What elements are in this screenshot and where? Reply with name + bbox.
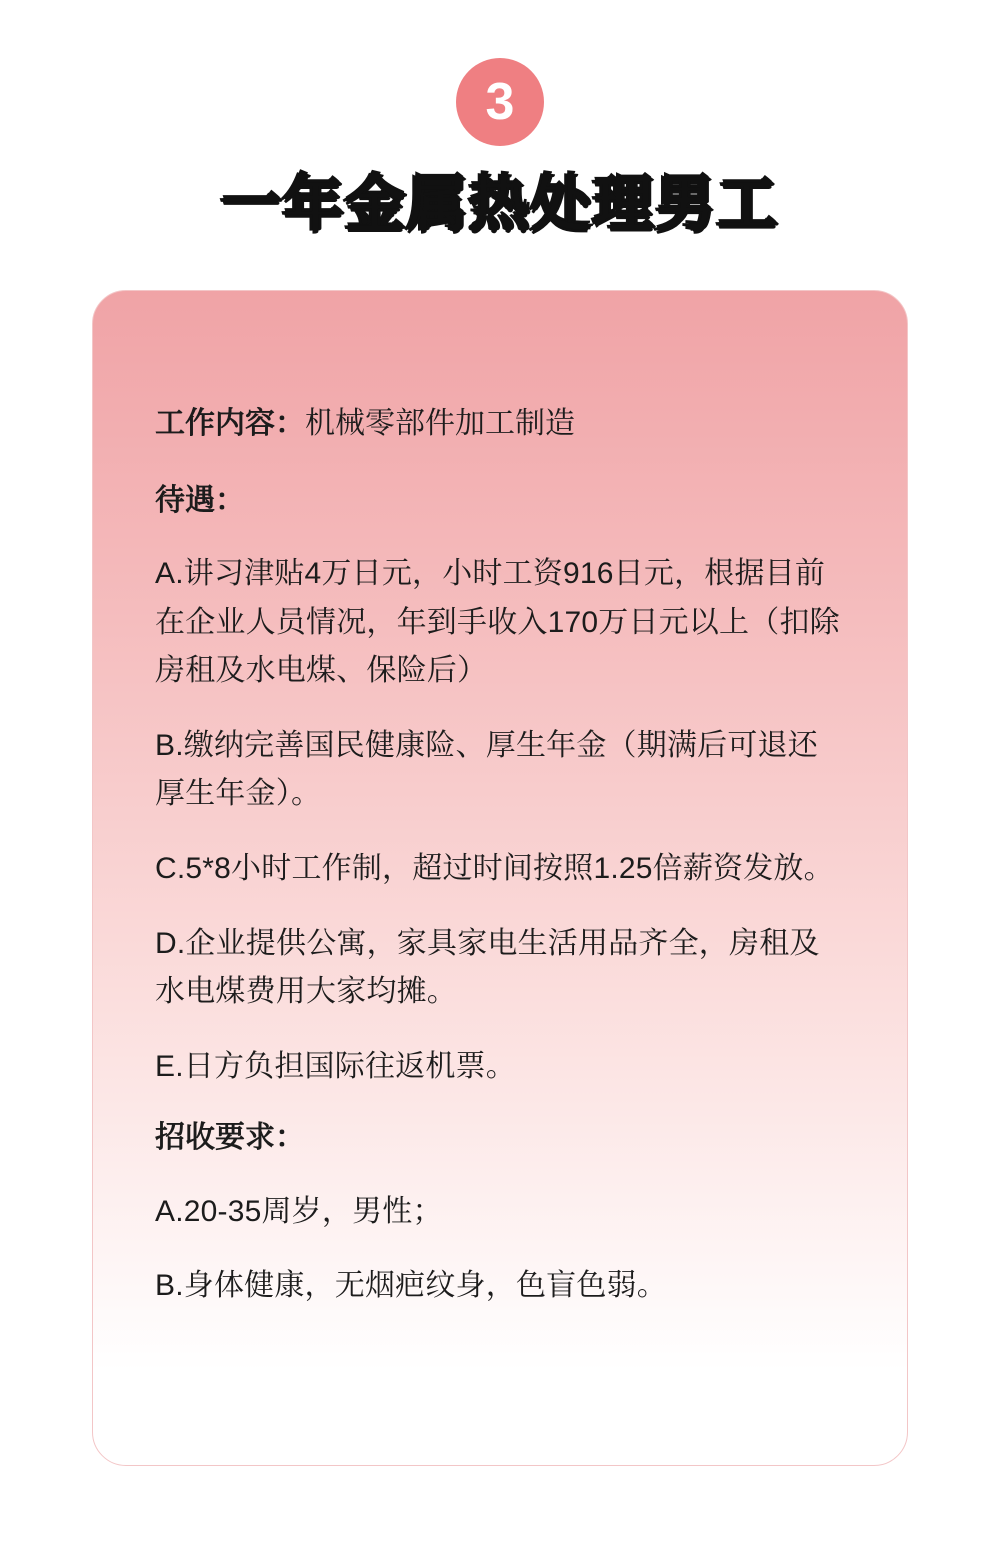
job-content-value: 机械零部件加工制造 [305,407,575,440]
benefit-item: C.5*8小时工作制，超过时间按照1.25倍薪资发放。 [155,851,834,885]
benefit-item: D.企业提供公寓，家具家电生活用品齐全，房租及水电煤费用大家均摊。 [155,926,820,1009]
job-content-line [155,401,845,448]
benefits-heading: 待遇： [155,483,245,517]
job-content-row [155,401,845,448]
benefit-item: A.讲习津贴4万日元，小时工资916日元，根据目前在企业人员情况，年到手收入170万日元以上（扣除房租及水电煤、保险后） [155,557,840,688]
requirement-item: B.身体健康，无烟疤纹身，色盲色弱。 [155,1269,667,1303]
benefit-item: B.缴纳完善国民健康险、厚生年金（期满后可退还厚生年金）。 [155,728,818,811]
section-number-text: 3 [485,73,515,131]
job-content-label: 工作内容： [155,407,305,440]
poster-header [0,0,1000,238]
requirements-heading: 招收要求： [155,1121,305,1155]
benefit-item: E.日方负担国际往返机票。 [155,1049,516,1083]
job-details-card [92,290,908,1466]
job-details-content [93,291,907,1351]
requirement-item: A.20-35周岁，男性； [155,1194,443,1228]
page-title: 一年金属热处理男工 [221,171,779,238]
section-number-badge [456,58,544,146]
